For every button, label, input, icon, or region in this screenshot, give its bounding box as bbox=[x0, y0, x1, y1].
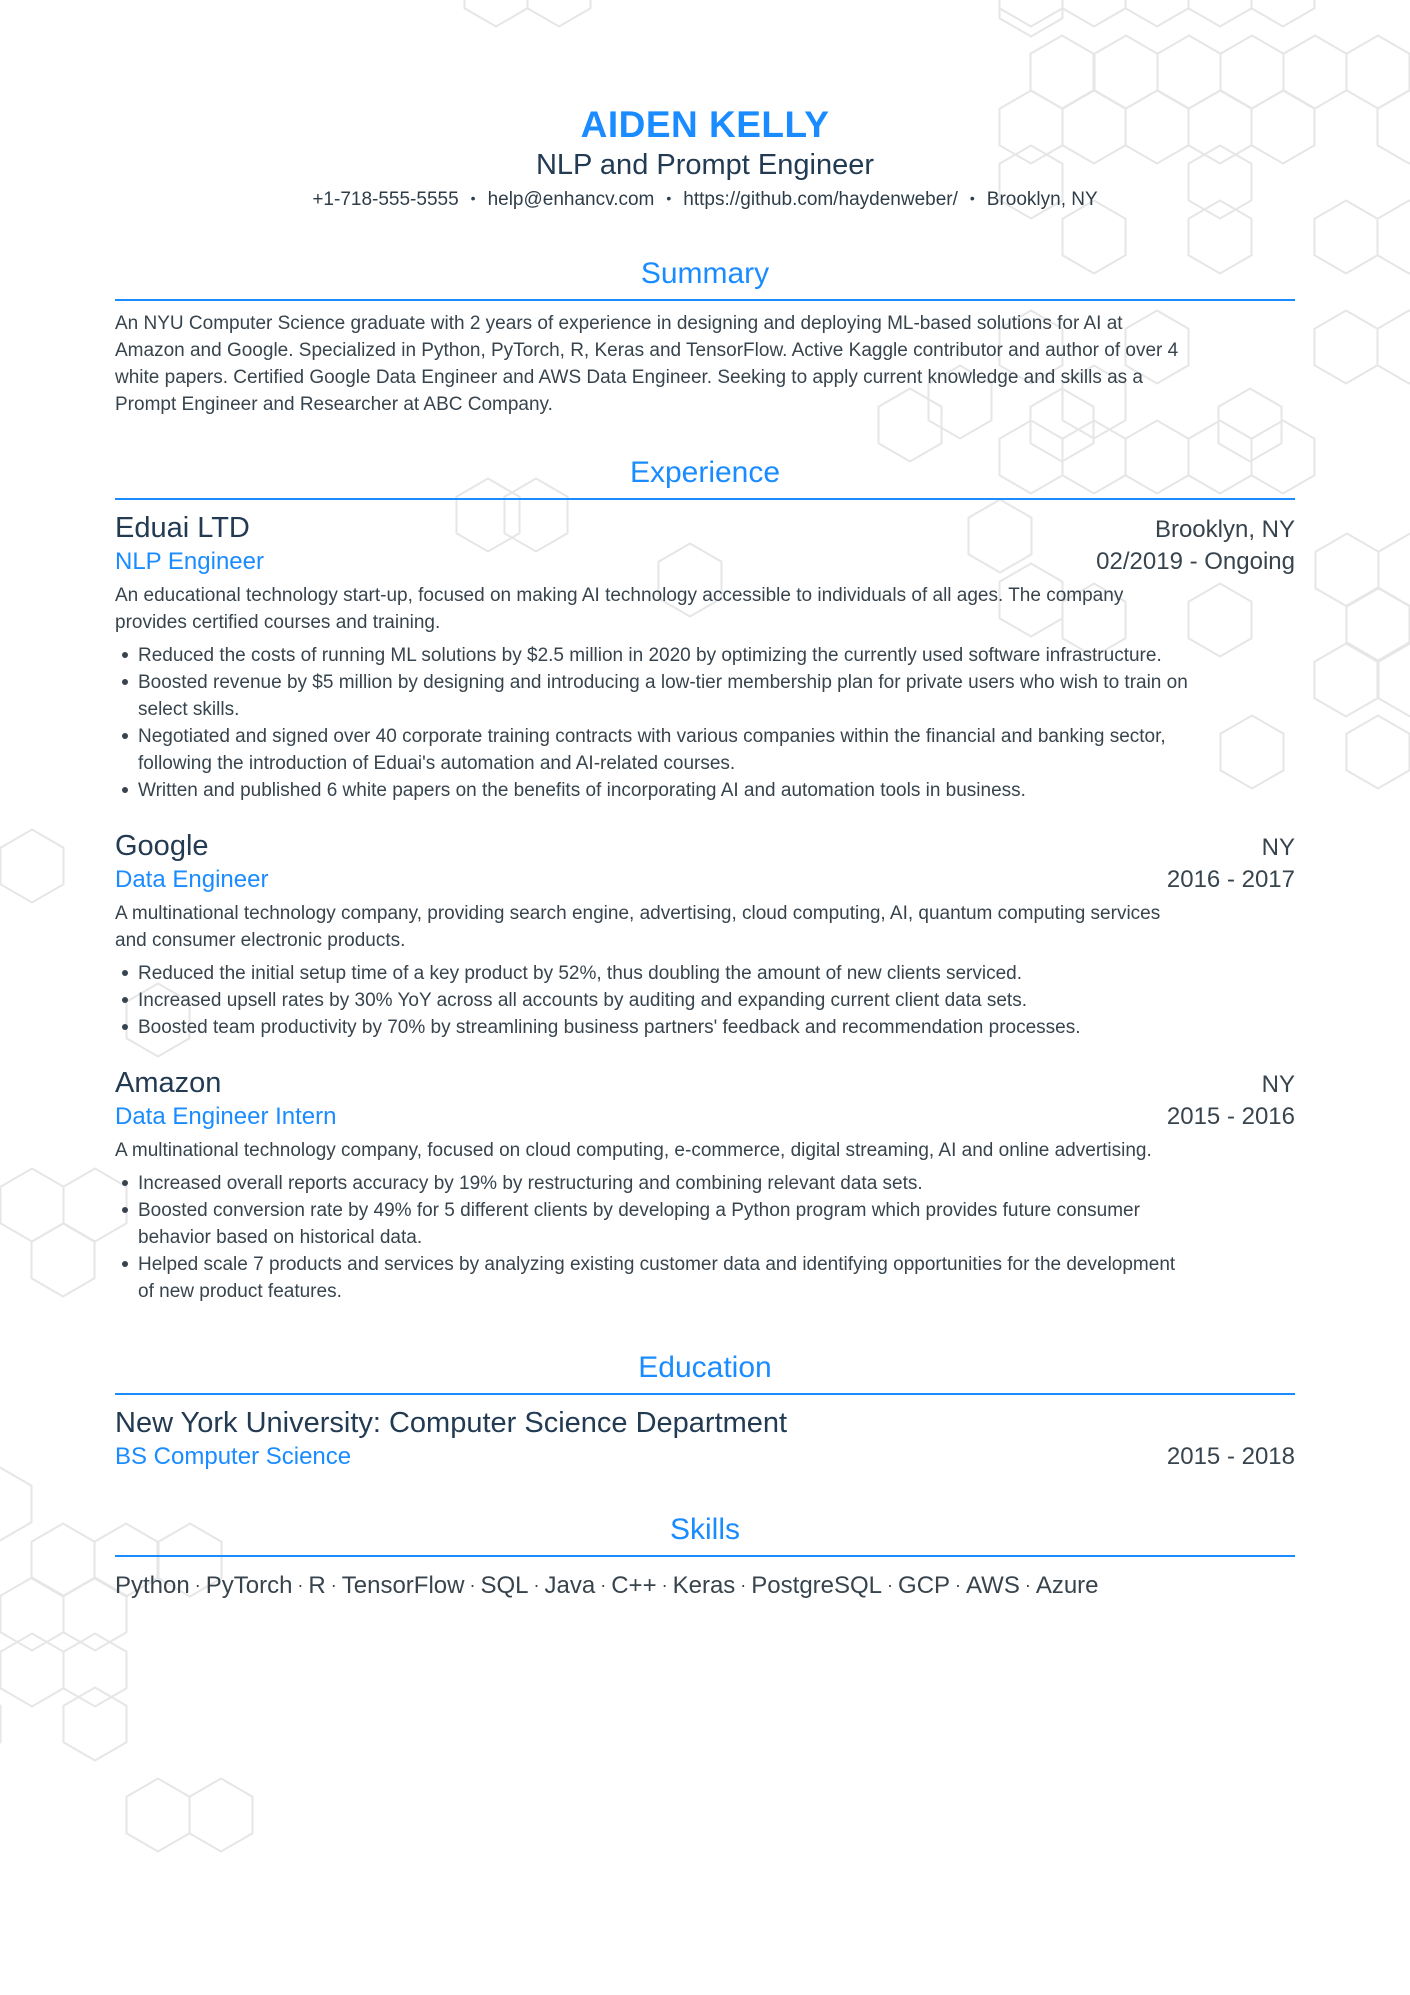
achievement-item bbox=[115, 960, 1295, 987]
achievement-item bbox=[115, 669, 1295, 723]
hexagon-decoration-icon bbox=[32, 1224, 95, 1297]
summary-line: An NYU Computer Science graduate with 2 years of experience in designing and deploying ML-based solutions for AI at bbox=[115, 313, 1123, 334]
skill-item: C++ bbox=[611, 1572, 657, 1599]
skill-item: SQL bbox=[480, 1572, 529, 1599]
entry-header-row bbox=[115, 1065, 1295, 1101]
achievement-item bbox=[115, 1170, 1295, 1197]
achievement-item bbox=[115, 1014, 1295, 1041]
education-entry bbox=[115, 1405, 1295, 1473]
achievement-item bbox=[115, 1251, 1295, 1305]
achievement-item bbox=[115, 1197, 1295, 1251]
separator-dot-icon: · bbox=[330, 1575, 337, 1595]
hexagon-decoration-icon bbox=[1379, 644, 1410, 717]
separator-dot-icon: · bbox=[297, 1575, 304, 1595]
hexagon-decoration-icon bbox=[1379, 534, 1410, 607]
description-line: provides certified courses and training. bbox=[115, 612, 441, 633]
contact-email[interactable]: help@enhancv.com bbox=[487, 189, 655, 210]
skill-item: TensorFlow bbox=[341, 1572, 465, 1599]
achievement-text: Reduced the initial setup time of a key product by 52%, thus doubling the amount of new clients serviced. bbox=[138, 963, 1023, 984]
hexagon-decoration-icon bbox=[1315, 311, 1378, 384]
skill-item: R bbox=[308, 1572, 326, 1599]
section-divider bbox=[115, 1555, 1295, 1557]
separator-dot-icon: • bbox=[969, 190, 975, 206]
degree: BS Computer Science bbox=[115, 1443, 352, 1470]
achievement-text: Increased upsell rates by 30% YoY across all accounts by auditing and expanding current client data sets. bbox=[138, 990, 1027, 1011]
hexagon-decoration-icon bbox=[1315, 644, 1378, 717]
hexagon-decoration-icon bbox=[1, 1169, 64, 1242]
school-name: New York University: Computer Science Department bbox=[115, 1407, 788, 1439]
skill-item: PyTorch bbox=[205, 1572, 293, 1599]
separator-dot-icon: · bbox=[469, 1575, 476, 1595]
resume-header bbox=[115, 0, 1295, 213]
description-line: A multinational technology company, focused on cloud computing, e-commerce, digital streaming, AI and online advertising. bbox=[115, 1140, 1152, 1161]
hexagon-decoration-icon bbox=[1378, 311, 1410, 384]
job-role: NLP Engineer bbox=[115, 548, 264, 575]
education-dates: 2015 - 2018 bbox=[1166, 1443, 1295, 1470]
separator-dot-icon: · bbox=[661, 1575, 668, 1595]
separator-dot-icon: · bbox=[194, 1575, 201, 1595]
job-role: Data Engineer bbox=[115, 866, 269, 893]
achievement-text: Helped scale 7 products and services by analyzing existing customer data and identifying opportunities for the development bbox=[138, 1254, 1176, 1275]
achievement-text: behavior based on historical data. bbox=[138, 1227, 423, 1248]
hexagon-decoration-icon bbox=[1, 1578, 64, 1651]
achievement-list bbox=[115, 1170, 1295, 1305]
description-line: and consumer electronic products. bbox=[115, 930, 406, 951]
hexagon-decoration-icon bbox=[1315, 201, 1378, 274]
description-line: A multinational technology company, providing search engine, advertising, cloud computing, AI, quantum computing services bbox=[115, 903, 1161, 924]
job-dates: 02/2019 - Ongoing bbox=[1096, 548, 1295, 575]
hexagon-decoration-icon bbox=[1347, 716, 1410, 789]
achievement-item bbox=[115, 777, 1295, 804]
hexagon-decoration-icon bbox=[127, 1779, 190, 1852]
job-dates: 2015 - 2016 bbox=[1166, 1103, 1295, 1130]
achievement-text: Boosted conversion rate by 49% for 5 different clients by developing a Python program which provides future consumer bbox=[138, 1200, 1140, 1221]
separator-dot-icon: · bbox=[1024, 1575, 1031, 1595]
experience-entry-amazon bbox=[115, 1065, 1295, 1305]
summary-line: Amazon and Google. Specialized in Python, PyTorch, R, Keras and TensorFlow. Active Kaggle contributor and author of over 4 bbox=[115, 340, 1179, 361]
job-dates: 2016 - 2017 bbox=[1166, 866, 1295, 893]
entry-role-row bbox=[115, 1101, 1295, 1133]
achievement-text: select skills. bbox=[138, 699, 240, 720]
achievement-item bbox=[115, 723, 1295, 777]
contact-line bbox=[115, 185, 1295, 213]
company-name: Eduai LTD bbox=[115, 512, 250, 544]
job-location: Brooklyn, NY bbox=[1154, 516, 1295, 543]
section-heading-experience: Experience bbox=[629, 456, 781, 489]
company-description bbox=[115, 1137, 1295, 1164]
separator-dot-icon: · bbox=[600, 1575, 607, 1595]
section-heading-skills: Skills bbox=[669, 1513, 740, 1546]
hexagon-decoration-icon bbox=[1, 830, 64, 903]
separator-dot-icon: • bbox=[666, 190, 672, 206]
candidate-title: NLP and Prompt Engineer bbox=[535, 149, 874, 181]
separator-dot-icon: · bbox=[955, 1575, 962, 1595]
hexagon-decoration-icon bbox=[64, 1688, 127, 1761]
company-name: Amazon bbox=[115, 1067, 222, 1099]
resume-page bbox=[115, 0, 1295, 1602]
summary-line: white papers. Certified Google Data Engineer and AWS Data Engineer. Seeking to apply current knowledge and skills as a bbox=[115, 367, 1144, 388]
achievement-text: of new product features. bbox=[138, 1281, 342, 1302]
section-heading-education: Education bbox=[638, 1351, 772, 1384]
skill-item: Keras bbox=[672, 1572, 736, 1599]
summary-section bbox=[115, 255, 1295, 418]
hexagon-decoration-icon bbox=[0, 1468, 32, 1541]
achievement-text: Boosted team productivity by 70% by streamlining business partners' feedback and recommendation processes. bbox=[138, 1017, 1081, 1038]
summary-text bbox=[115, 310, 1295, 418]
skill-item: PostgreSQL bbox=[751, 1572, 883, 1599]
hexagon-decoration-icon bbox=[1347, 36, 1410, 109]
hexagon-decoration-icon bbox=[1347, 588, 1410, 661]
experience-entry-eduai bbox=[115, 510, 1295, 804]
section-divider bbox=[115, 1393, 1295, 1395]
skill-item: Azure bbox=[1035, 1572, 1099, 1599]
experience-section bbox=[115, 454, 1295, 1305]
entry-role-row bbox=[115, 864, 1295, 896]
achievement-list bbox=[115, 960, 1295, 1041]
achievement-text: Increased overall reports accuracy by 19% by restructuring and combining relevant data sets. bbox=[138, 1173, 923, 1194]
separator-dot-icon: · bbox=[887, 1575, 894, 1595]
section-heading-summary: Summary bbox=[640, 257, 770, 290]
achievement-text: Written and published 6 white papers on the benefits of incorporating AI and automation tools in business. bbox=[138, 780, 1026, 801]
hexagon-decoration-icon bbox=[32, 1524, 95, 1597]
entry-role-row bbox=[115, 546, 1295, 578]
hexagon-decoration-icon bbox=[0, 1634, 1, 1707]
hexagon-decoration-icon bbox=[0, 1688, 1, 1761]
education-section bbox=[115, 1349, 1295, 1473]
achievement-text: Boosted revenue by $5 million by designing and introducing a low-tier membership plan for private users who wish to train on bbox=[138, 672, 1188, 693]
achievement-list bbox=[115, 642, 1295, 804]
description-line: An educational technology start-up, focused on making AI technology accessible to individuals of all ages. The company bbox=[115, 585, 1124, 606]
job-role: Data Engineer Intern bbox=[115, 1103, 337, 1130]
entry-role-row bbox=[115, 1441, 1295, 1473]
hexagon-decoration-icon bbox=[64, 1634, 127, 1707]
skill-item: Python bbox=[115, 1572, 190, 1599]
skills-list bbox=[115, 1569, 1295, 1602]
entry-header-row bbox=[115, 510, 1295, 546]
skill-item: GCP bbox=[898, 1572, 951, 1599]
skill-item: AWS bbox=[966, 1572, 1020, 1599]
achievement-text: Reduced the costs of running ML solutions by $2.5 million in 2020 by optimizing the currently used software infrastructure. bbox=[138, 645, 1162, 666]
contact-phone: +1-718-555-5555 bbox=[312, 189, 459, 210]
achievement-item bbox=[115, 987, 1295, 1014]
candidate-name: AIDEN KELLY bbox=[580, 104, 830, 145]
separator-dot-icon: · bbox=[533, 1575, 540, 1595]
contact-github-link[interactable]: https://github.com/haydenweber/ bbox=[683, 189, 958, 210]
contact-location: Brooklyn, NY bbox=[986, 189, 1098, 210]
section-divider bbox=[115, 498, 1295, 500]
job-location: NY bbox=[1261, 834, 1295, 861]
separator-dot-icon: • bbox=[470, 190, 476, 206]
company-name: Google bbox=[115, 830, 209, 862]
hexagon-decoration-icon bbox=[190, 1779, 253, 1852]
company-description bbox=[115, 582, 1295, 636]
hexagon-decoration-icon bbox=[1378, 91, 1410, 164]
separator-dot-icon: · bbox=[740, 1575, 747, 1595]
entry-header-row bbox=[115, 828, 1295, 864]
hexagon-decoration-icon bbox=[1, 1634, 64, 1707]
skills-section bbox=[115, 1511, 1295, 1602]
experience-entry-google bbox=[115, 828, 1295, 1041]
company-description bbox=[115, 900, 1295, 954]
achievement-text: following the introduction of Eduai's automation and AI-related courses. bbox=[138, 753, 736, 774]
section-divider bbox=[115, 299, 1295, 301]
achievement-text: Negotiated and signed over 40 corporate training contracts with various companies within the financial and banking sector, bbox=[138, 726, 1166, 747]
achievement-item bbox=[115, 642, 1295, 669]
hexagon-decoration-icon bbox=[1378, 201, 1410, 274]
hexagon-decoration-icon bbox=[1316, 534, 1379, 607]
skill-item: Java bbox=[544, 1572, 596, 1599]
job-location: NY bbox=[1261, 1071, 1295, 1098]
summary-line: Prompt Engineer and Researcher at ABC Company. bbox=[115, 394, 553, 415]
